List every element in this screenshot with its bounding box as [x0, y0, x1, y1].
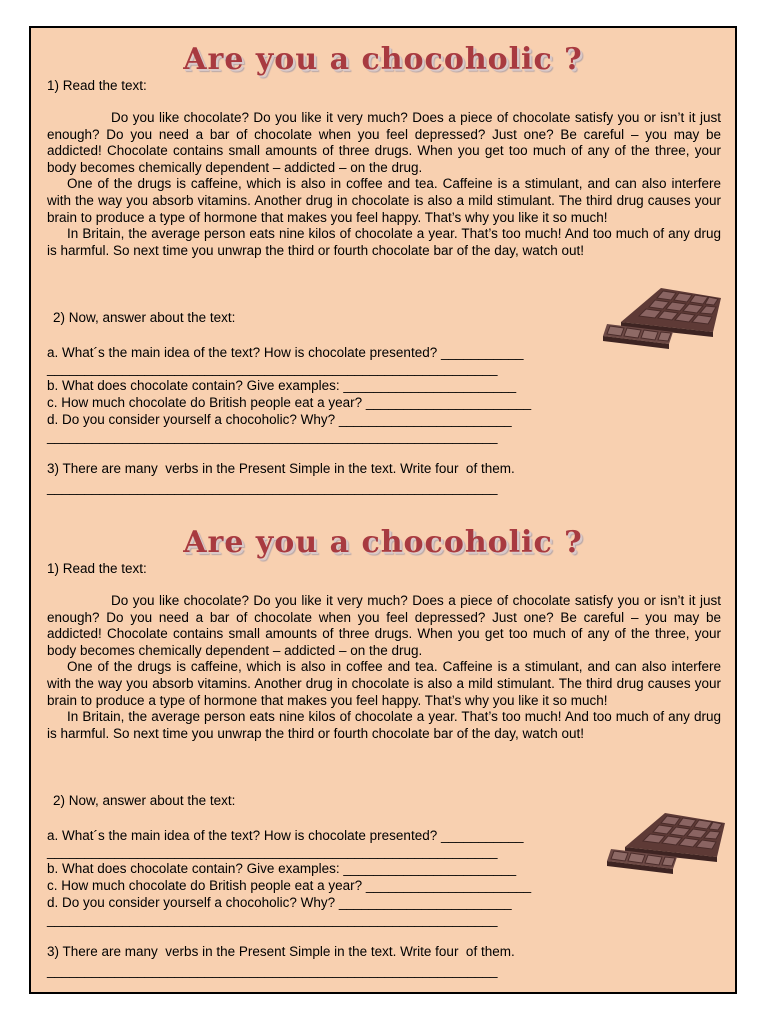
question-a: a. What´s the main idea of the text? How is chocolate presented? ___________ — [47, 345, 524, 360]
reading-paragraph-2: One of the drugs is caffeine, which is also in coffee and tea. Caffeine is a stimulant, and can also interfere with the way you absorb vitamins. Another drug in chocolate is also a mild stimulant. The third drug causes your brain to produce a type of hormone that makes you feel happy. That’s why you like it so much! — [47, 176, 721, 225]
question-a: a. What´s the main idea of the text? How is chocolate presented? ___________ — [47, 828, 524, 843]
answer-line-d: ____________________________________________________________ — [47, 912, 498, 927]
reading-paragraph-3: In Britain, the average person eats nine kilos of chocolate a year. That’s too much! And too much of any drug is harmful. So next time you unwrap the third or fourth chocolate bar of the day, watch out! — [47, 226, 721, 258]
question-d: d. Do you consider yourself a chocoholic? Why? _______________________ — [47, 412, 512, 427]
question-b: b. What does chocolate contain? Give examples: _______________________ — [47, 861, 517, 876]
read-instruction: 1) Read the text: — [47, 561, 147, 576]
worksheet-page — [29, 26, 737, 994]
verbs-answer-line: ____________________________________________________________ — [47, 480, 498, 495]
reading-text — [47, 110, 721, 259]
answer-instruction: 2) Now, answer about the text: — [53, 793, 236, 808]
question-c: c. How much chocolate do British people eat a year? ______________________ — [47, 395, 532, 410]
question-d: d. Do you consider yourself a chocoholic? Why? _______________________ — [47, 895, 512, 910]
chocolate-bar-icon — [605, 811, 727, 881]
reading-paragraph-3: In Britain, the average person eats nine kilos of chocolate a year. That’s too much! And too much of any drug is harmful. So next time you unwrap the third or fourth chocolate bar of the day, watch out! — [47, 709, 721, 741]
read-instruction: 1) Read the text: — [47, 78, 147, 93]
verbs-answer-line: ____________________________________________________________ — [47, 963, 498, 978]
reading-paragraph-1: Do you like chocolate? Do you like it very much? Does a piece of chocolate satisfy you or isn’t it just enough? Do you need a bar of chocolate when you feel depressed? Just one? Be careful – you may be addicted! Chocolate contains small amounts of three drugs. When you get too much of any of the three, your body becomes chemically dependent – addicted – on the drug. — [47, 110, 721, 175]
answer-line-d: ____________________________________________________________ — [47, 429, 498, 444]
question-b: b. What does chocolate contain? Give examples: _______________________ — [47, 378, 517, 393]
reading-text — [47, 593, 721, 742]
answer-line-a: ____________________________________________________________ — [47, 361, 498, 376]
answer-line-a: ____________________________________________________________ — [47, 844, 498, 859]
reading-paragraph-1: Do you like chocolate? Do you like it very much? Does a piece of chocolate satisfy you or isn’t it just enough? Do you need a bar of chocolate when you feel depressed? Just one? Be careful – you may be addicted! Chocolate contains small amounts of three drugs. When you get too much of any of the three, your body becomes chemically dependent – addicted – on the drug. — [47, 593, 721, 658]
chocolate-bar-icon — [601, 286, 723, 356]
worksheet-section-1 — [31, 28, 735, 512]
reading-paragraph-2: One of the drugs is caffeine, which is also in coffee and tea. Caffeine is a stimulant, and can also interfere with the way you absorb vitamins. Another drug in chocolate is also a mild stimulant. The third drug causes your brain to produce a type of hormone that makes you feel happy. That’s why you like it so much! — [47, 659, 721, 708]
worksheet-title: Are you a chocoholic ? — [183, 42, 583, 77]
verbs-task: 3) There are many verbs in the Present Simple in the text. Write four of them. — [47, 944, 515, 959]
verbs-task: 3) There are many verbs in the Present Simple in the text. Write four of them. — [47, 461, 515, 476]
question-c: c. How much chocolate do British people eat a year? ______________________ — [47, 878, 532, 893]
worksheet-section-2 — [31, 511, 735, 995]
worksheet-title: Are you a chocoholic ? — [183, 525, 583, 560]
answer-instruction: 2) Now, answer about the text: — [53, 310, 236, 325]
